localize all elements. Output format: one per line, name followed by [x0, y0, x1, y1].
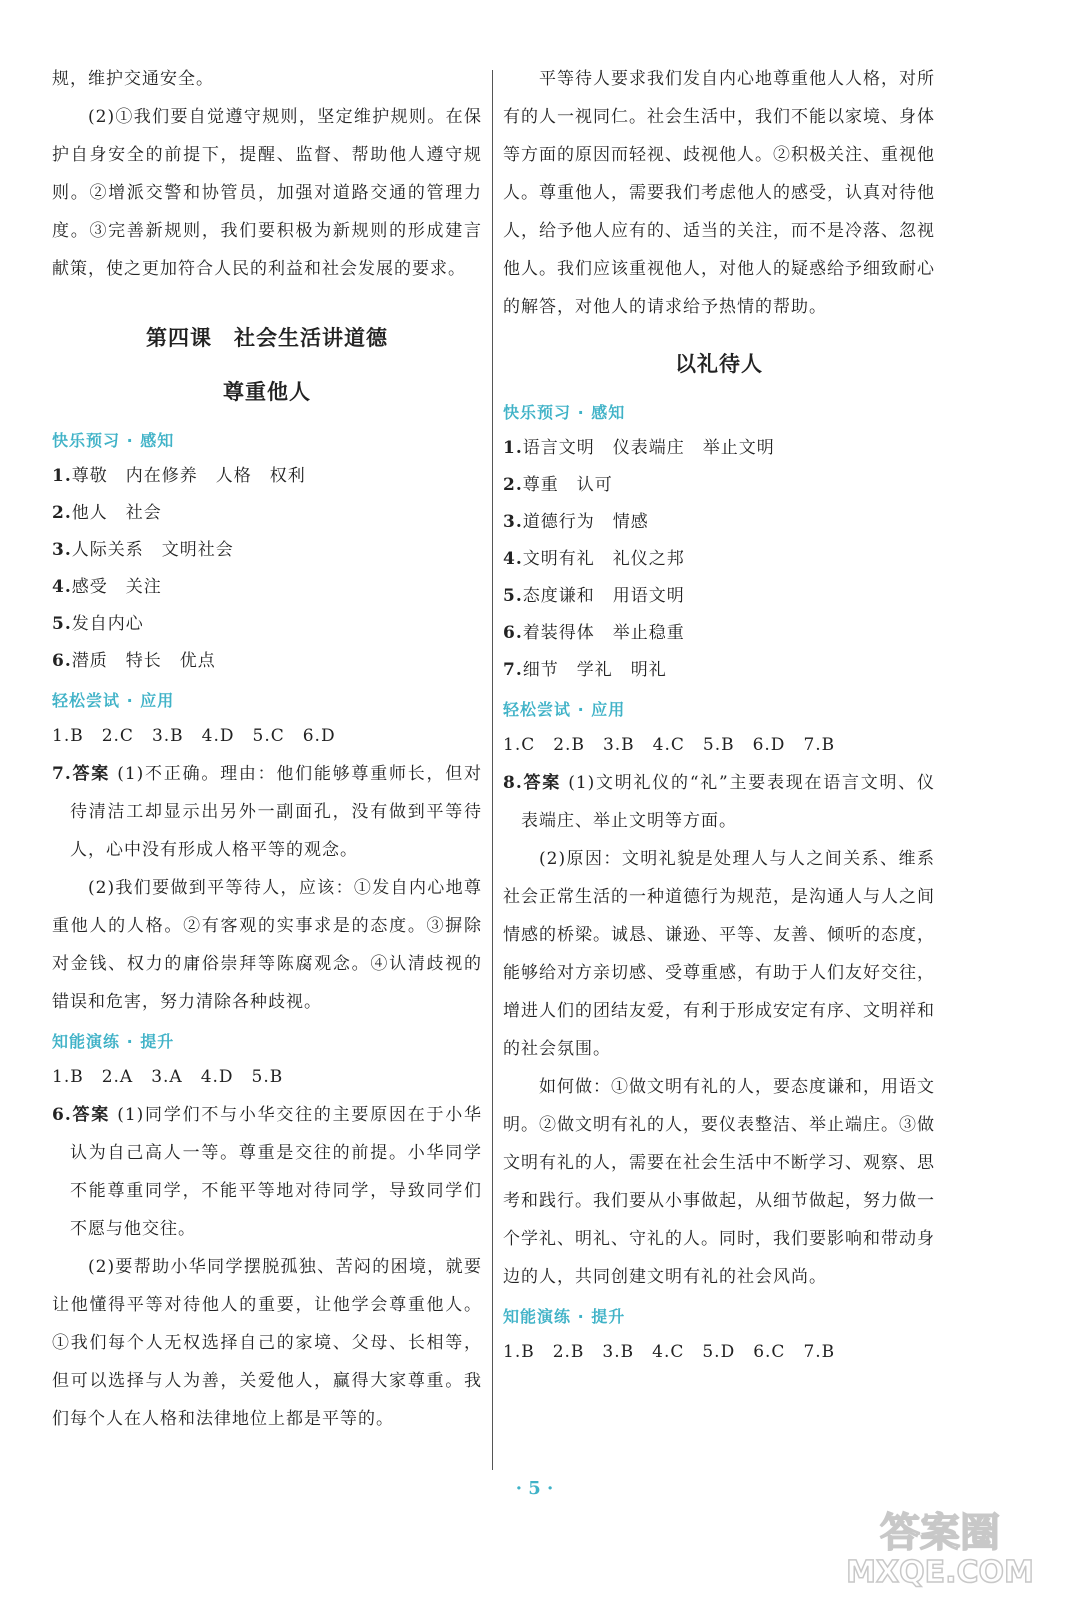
list-item: 1.语言文明 仪表端庄 举止文明 [503, 438, 775, 458]
list-item: 7.细节 学礼 明礼 [503, 660, 667, 680]
multiple-choice-answers: 1.B 2.C 3.B 4.D 5.C 6.D [52, 726, 336, 746]
right-paragraph-1: 平等待人要求我们发自内心地尊重他人人格，对所有的人一视同仁。社会生活中，我们不能以家境、身体等方面的原因而轻视、歧视他人。②积极关注、重视他人。尊重他人，需要我们考虑他人的感受，认真对待他人，给予他人应有的、适当的关注，而不是冷落、忽视他人。我们应该重视他人，对他人的疑惑给予细致耐心的解答，对他人的请求给予热情的帮助。 [503, 69, 935, 317]
question-7-answer-part-2: (2)我们要做到平等待人，应该：①发自内心地尊重他人的人格。②有客观的实事求是的态度。③摒除对金钱、权力的庸俗崇拜等陈腐观念。④认清歧视的错误和危害，努力清除各种歧视。 [52, 878, 482, 1012]
list-item: 4.文明有礼 礼仪之邦 [503, 549, 685, 569]
multiple-choice-answers: 1.B 2.A 3.A 4.D 5.B [52, 1067, 284, 1087]
left-column [52, 60, 482, 1438]
question-6-answer: 6.答案 (1)同学们不与小华交往的主要原因在于小华认为自己高人一等。尊重是交往的前提。小华同学不能尊重同学，不能平等地对待同学，导致同学们不愿与他交往。 [52, 1105, 483, 1239]
multiple-choice-answers: 1.C 2.B 3.B 4.C 5.B 6.D 7.B [503, 735, 836, 755]
section-title-respect: 尊重他人 [223, 380, 311, 404]
question-8-answer-part-2: (2)原因：文明礼貌是处理人与人之间关系、维系社会正常生活的一种道德行为规范，是沟通人与人之间情感的桥梁。诚恳、谦逊、平等、友善、倾听的态度，能够给对方亲切感、受尊重感，有助于人们友好交往，增进人们的团结友爱，有利于形成安定有序、文明祥和的社会氛围。 [503, 849, 935, 1059]
preview-list [52, 458, 482, 680]
left-paragraph-1: 规，维护交通安全。 [52, 69, 214, 89]
watermark-logo-graphic [825, 1502, 1055, 1588]
section-title-courtesy: 以礼待人 [675, 352, 763, 376]
question-8-answer: 8.答案 (1)文明礼仪的“礼”主要表现在语言文明、仪表端庄、举止文明等方面。 [503, 773, 936, 831]
question-6-answer-part-2: (2)要帮助小华同学摆脱孤独、苦闷的困境，就要让他懂得平等对待他人的重要，让他学会尊重他人。①我们每个人无权选择自己的家境、父母、长相等，但可以选择与人为善，关爱他人，赢得大家尊重。我们每个人在人格和法律地位上都是平等的。 [52, 1257, 482, 1429]
question-7-answer: 7.答案 (1)不正确。理由：他们能够尊重师长，但对待清洁工却显示出另外一副面孔，没有做到平等待人，心中没有形成人格平等的观念。 [52, 764, 483, 860]
right-column [503, 60, 935, 1371]
lesson-title: 第四课 社会生活讲道德 [146, 326, 388, 350]
list-item: 2.他人 社会 [52, 503, 162, 523]
list-item: 4.感受 关注 [52, 577, 162, 597]
list-item: 6.着装得体 举止稳重 [503, 623, 685, 643]
list-item: 1.尊敬 内在修养 人格 权利 [52, 466, 306, 486]
watermark-text-1: 答案圈 [880, 1510, 1000, 1556]
watermark-logo [825, 1502, 1055, 1588]
category-try: 轻松尝试 · 应用 [503, 700, 626, 719]
page-number: · 5 · [515, 1478, 554, 1499]
category-practice: 知能演练 · 提升 [503, 1307, 626, 1326]
category-preview: 快乐预习 · 感知 [503, 403, 626, 422]
question-8-answer-part-3: 如何做：①做文明有礼的人，要态度谦和，用语文明。②做文明有礼的人，要仪表整洁、举止端庄。③做文明有礼的人，需要在社会生活中不断学习、观察、思考和践行。我们要从小事做起，从细节做起，努力做一个学礼、明礼、守礼的人。同时，我们要影响和带动身边的人，共同创建文明有礼的社会风尚。 [503, 1077, 935, 1287]
category-try: 轻松尝试 · 应用 [52, 691, 175, 710]
list-item: 2.尊重 认可 [503, 475, 613, 495]
preview-list [503, 430, 935, 689]
list-item: 5.态度谦和 用语文明 [503, 586, 685, 606]
list-item: 3.人际关系 文明社会 [52, 540, 234, 560]
column-divider [492, 70, 493, 1470]
watermark-text-2: MXQE.COM [846, 1555, 1034, 1588]
list-item: 5.发自内心 [52, 614, 144, 634]
left-paragraph-2: (2)①我们要自觉遵守规则，坚定维护规则。在保护自身安全的前提下，提醒、监督、帮助他人遵守规则。②增派交警和协管员，加强对道路交通的管理力度。③完善新规则，我们要积极为新规则的形成建言献策，使之更加符合人民的利益和社会发展的要求。 [52, 107, 482, 279]
category-preview: 快乐预习 · 感知 [52, 431, 175, 450]
list-item: 3.道德行为 情感 [503, 512, 649, 532]
list-item: 6.潜质 特长 优点 [52, 651, 216, 671]
category-practice: 知能演练 · 提升 [52, 1032, 175, 1051]
multiple-choice-answers: 1.B 2.B 3.B 4.C 5.D 6.C 7.B [503, 1342, 836, 1362]
